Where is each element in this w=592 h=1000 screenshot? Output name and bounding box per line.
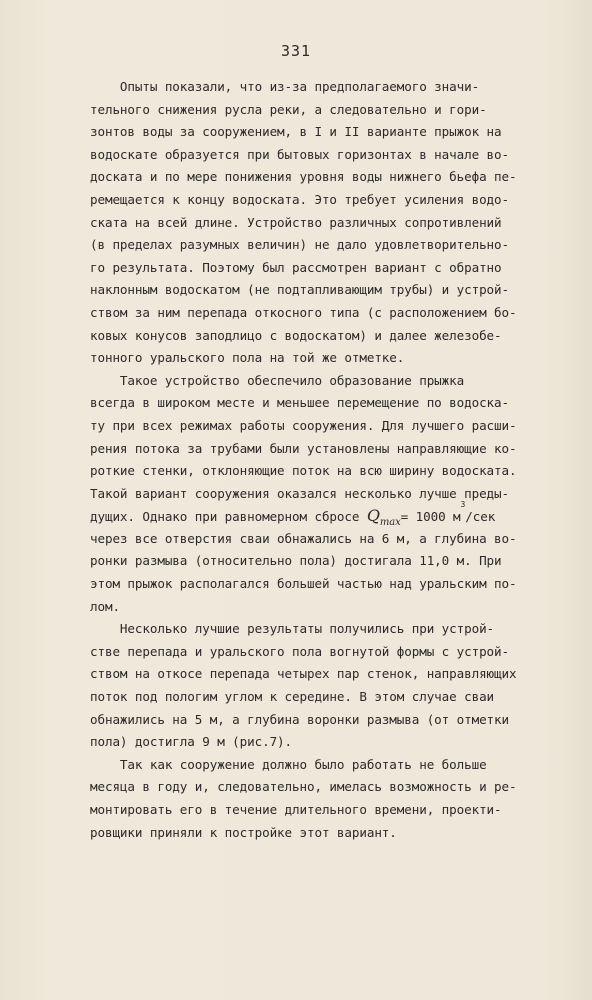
paragraph-4 bbox=[90, 754, 530, 844]
text-line: ронки размыва (относительно пола) достигала 11,0 м. При bbox=[90, 553, 502, 569]
text-line: ковых конусов заподлицо с водоскатом) и далее железобе- bbox=[90, 327, 502, 343]
formula-line bbox=[90, 500, 530, 529]
text-line: го результата. Поэтому был рассмотрен вариант с обратно bbox=[90, 259, 502, 275]
text-line: ту при всех режимах работы сооружения. Для лучшего расши- bbox=[90, 417, 517, 433]
text-line: наклонным водоскатом (не подтапливающим трубы) и устрой- bbox=[90, 282, 509, 298]
text-line: водоскате образуется при бытовых горизонтах в начале во- bbox=[90, 146, 509, 162]
text-line: лом. bbox=[90, 598, 120, 614]
unit-superscript: 3 bbox=[460, 500, 466, 510]
text-line: ством за ним перепада откосного типа (с расположением бо- bbox=[90, 304, 517, 320]
formula-value: = 1000 м bbox=[400, 509, 461, 525]
text-line: тельного снижения русла реки, а следовательно и гори- bbox=[90, 101, 487, 117]
paragraph-3 bbox=[90, 618, 530, 754]
text-line: зонтов воды за сооружением, в I и II варианте прыжок на bbox=[90, 124, 502, 140]
text-line: ровщики приняли к постройке этот вариант. bbox=[90, 824, 397, 840]
discharge-formula bbox=[366, 506, 401, 529]
text-line: роткие стенки, отклоняющие поток на всю ширину водоската. bbox=[90, 463, 517, 479]
body-text bbox=[90, 76, 530, 844]
unit-tail: /сек bbox=[465, 509, 496, 525]
formula-symbol: Q bbox=[366, 506, 380, 526]
text-line: всегда в широком месте и меньшее перемещение по водоска- bbox=[90, 395, 509, 411]
page-number: 331 bbox=[280, 42, 312, 60]
text-line: монтировать его в течение длительного времени, проекти- bbox=[90, 802, 502, 817]
text-line: Опыты показали, что из-за предполагаемого значи- bbox=[90, 79, 480, 94]
text-line: месяца в году и, следовательно, имелась возможность и ре- bbox=[90, 779, 517, 795]
paragraph-1 bbox=[90, 76, 530, 370]
text-line: доската и по мере понижения уровня воды нижнего бьефа пе- bbox=[90, 169, 517, 185]
paragraph-2 bbox=[90, 370, 530, 619]
formula-subscript: max bbox=[379, 517, 401, 529]
text-line: поток под пологим углом к середине. В этом случае сваи bbox=[90, 689, 495, 705]
text-line: обнажились на 5 м, а глубина воронки размыва (от отметки bbox=[90, 711, 509, 727]
text-line: Такое устройство обеспечило образование прыжка bbox=[90, 372, 465, 388]
text-line: тонного уральского пола на той же отметке. bbox=[90, 350, 405, 366]
text-line: ремещается к концу водоската. Это требует усиления водо- bbox=[90, 191, 509, 207]
formula-line-before: дущих. Однако при равномерном сбросе bbox=[90, 509, 367, 525]
text-line: стве перепада и уральского пола вогнутой формы с устрой- bbox=[90, 643, 509, 659]
text-line: ством на откосе перепада четырех пар стенок, направляющих bbox=[90, 666, 517, 682]
text-line: Такой вариант сооружения оказался несколько лучше преды- bbox=[90, 485, 509, 501]
text-line: пола) достигла 9 м (рис.7). bbox=[90, 734, 293, 750]
text-line: (в пределах разумных величин) не дало удовлетворительно- bbox=[90, 237, 509, 253]
text-line: рения потока за трубами были установлены направляющие ко- bbox=[90, 440, 517, 456]
text-line: через все отверстия сваи обнажались на 6 м, а глубина во- bbox=[90, 530, 517, 546]
text-line: Так как сооружение должно было работать не больше bbox=[90, 756, 487, 772]
text-line: Несколько лучшие результаты получились при устрой- bbox=[90, 621, 495, 637]
text-line: этом прыжок располагался большей частью над уральским по- bbox=[90, 576, 517, 592]
text-line: ската на всей длине. Устройство различных сопротивлений bbox=[90, 214, 502, 230]
